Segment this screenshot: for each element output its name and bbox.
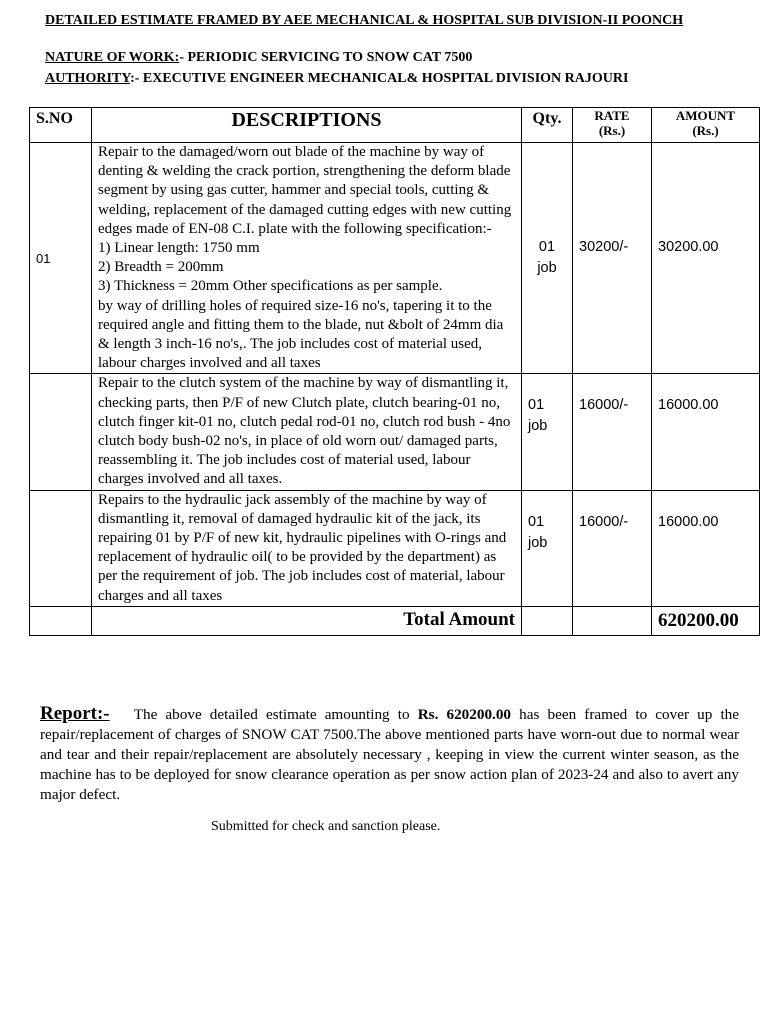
total-empty-cell [522, 606, 573, 635]
row-amount: 16000.00 [652, 374, 760, 490]
total-amount-label: Total Amount [92, 606, 522, 635]
header-rate-line1: RATE [594, 108, 630, 123]
header-amount-line2: (Rs.) [692, 123, 719, 138]
header-amount-line1: AMOUNT [675, 108, 736, 123]
desc-line: Repair to the damaged/worn out blade of the machine by way of denting & welding the crack portion, strengthening the deform blade segment by using gas cutter, hammer and special tools, cutting & welding, replacement of the damaged cutting edges with new cutting edges made of EN-08 C.I. plate with the following specification:- [98, 144, 512, 237]
qty-unit: job [528, 418, 548, 435]
nature-of-work-label: NATURE OF WORK: [45, 50, 180, 65]
row-qty [522, 374, 573, 490]
row-sno: 01 [30, 143, 92, 374]
table-row [30, 490, 760, 606]
desc-line: by way of drilling holes of required size-16 no's, tapering it to the required angle and fitting them to the blade, nut &bolt of 24mm dia & length 3 inch-16 no's,. The job includes cost of material used, labour charges involved and all taxes [98, 297, 504, 372]
report-amount: Rs. 620200.00 [417, 706, 512, 723]
header-rate-line2: (Rs.) [598, 123, 626, 138]
authority [45, 71, 628, 87]
qty-unit: job [537, 260, 557, 277]
total-empty-cell [30, 606, 92, 635]
row-amount: 30200.00 [652, 143, 760, 374]
total-amount-value: 620200.00 [652, 606, 760, 635]
header-qty: Qty. [522, 108, 573, 143]
header-sno: S.NO [30, 108, 92, 143]
estimate-table [29, 107, 760, 636]
row-description [92, 143, 522, 374]
submit-note: Submitted for check and sanction please. [211, 819, 441, 834]
table-header-row [30, 108, 760, 143]
qty-unit: job [528, 534, 548, 551]
total-empty-cell [573, 606, 652, 635]
row-sno [30, 374, 92, 490]
nature-of-work [45, 50, 472, 66]
row-rate: 16000/- [573, 374, 652, 490]
report-label: Report:- [40, 703, 110, 724]
qty-number: 01 [538, 239, 556, 256]
header-rate [573, 108, 652, 143]
total-row [30, 606, 760, 635]
desc-line: Repair to the clutch system of the machine by way of dismantling it, checking parts, then P/F of new Clutch plate, clutch bearing-01 no, clutch finger kit-01 no, clutch pedal rod-01 no, clutch rod bush - 4no clutch body bush-02 no's, in place of old worn out/ damaged parts, reassembling it. The job includes cost of material used, labour charges involved and all taxes. [98, 375, 511, 488]
row-qty [522, 143, 573, 374]
row-qty [522, 490, 573, 606]
header-amount [652, 108, 760, 143]
row-rate: 16000/- [573, 490, 652, 606]
nature-of-work-value: - PERIODIC SERVICING TO SNOW CAT 7500 [179, 50, 473, 65]
authority-label: AUTHORITY [45, 71, 131, 86]
desc-line: Repairs to the hydraulic jack assembly of the machine by way of dismantling it, removal of damaged hydraulic kit of the jack, its repairing 01 by P/F of new kit, hydraulic pipelines with O-rings and replacement of hydraulic oil( to be provided by the department) as per the requirement of job. The job includes cost of material, labour charges and all taxes [98, 491, 507, 604]
row-rate: 30200/- [573, 143, 652, 374]
desc-line: 3) Thickness = 20mm Other specifications as per sample. [98, 278, 443, 295]
document-title: DETAILED ESTIMATE FRAMED BY AEE MECHANICAL & HOSPITAL SUB DIVISION-II POONCH [45, 13, 684, 28]
row-amount: 16000.00 [652, 490, 760, 606]
desc-line: 1) Linear length: 1750 mm [98, 240, 260, 257]
table-row [30, 143, 760, 374]
row-description [92, 490, 522, 606]
report-text-before: The above detailed estimate amounting to [133, 706, 410, 723]
authority-value: :- EXECUTIVE ENGINEER MECHANICAL& HOSPITAL DIVISION RAJOURI [130, 71, 629, 86]
report-paragraph [40, 704, 739, 805]
header-descriptions: DESCRIPTIONS [92, 108, 522, 143]
report-text-after: has been framed to cover up the repair/replacement of charges of SNOW CAT 7500.The above mentioned parts have worn-out due to normal wear and tear and their repair/replacement are absolutely necessary , keeping in view the current winter season, as the machine has to be deployed for snow clearance operation as per snow action plan of 2023-24 and also to avert any major defect. [40, 706, 739, 803]
qty-number: 01 [528, 397, 545, 414]
desc-line: 2) Breadth = 200mm [98, 259, 224, 276]
row-description [92, 374, 522, 490]
qty-number: 01 [528, 513, 545, 530]
row-sno [30, 490, 92, 606]
table-row [30, 374, 760, 490]
